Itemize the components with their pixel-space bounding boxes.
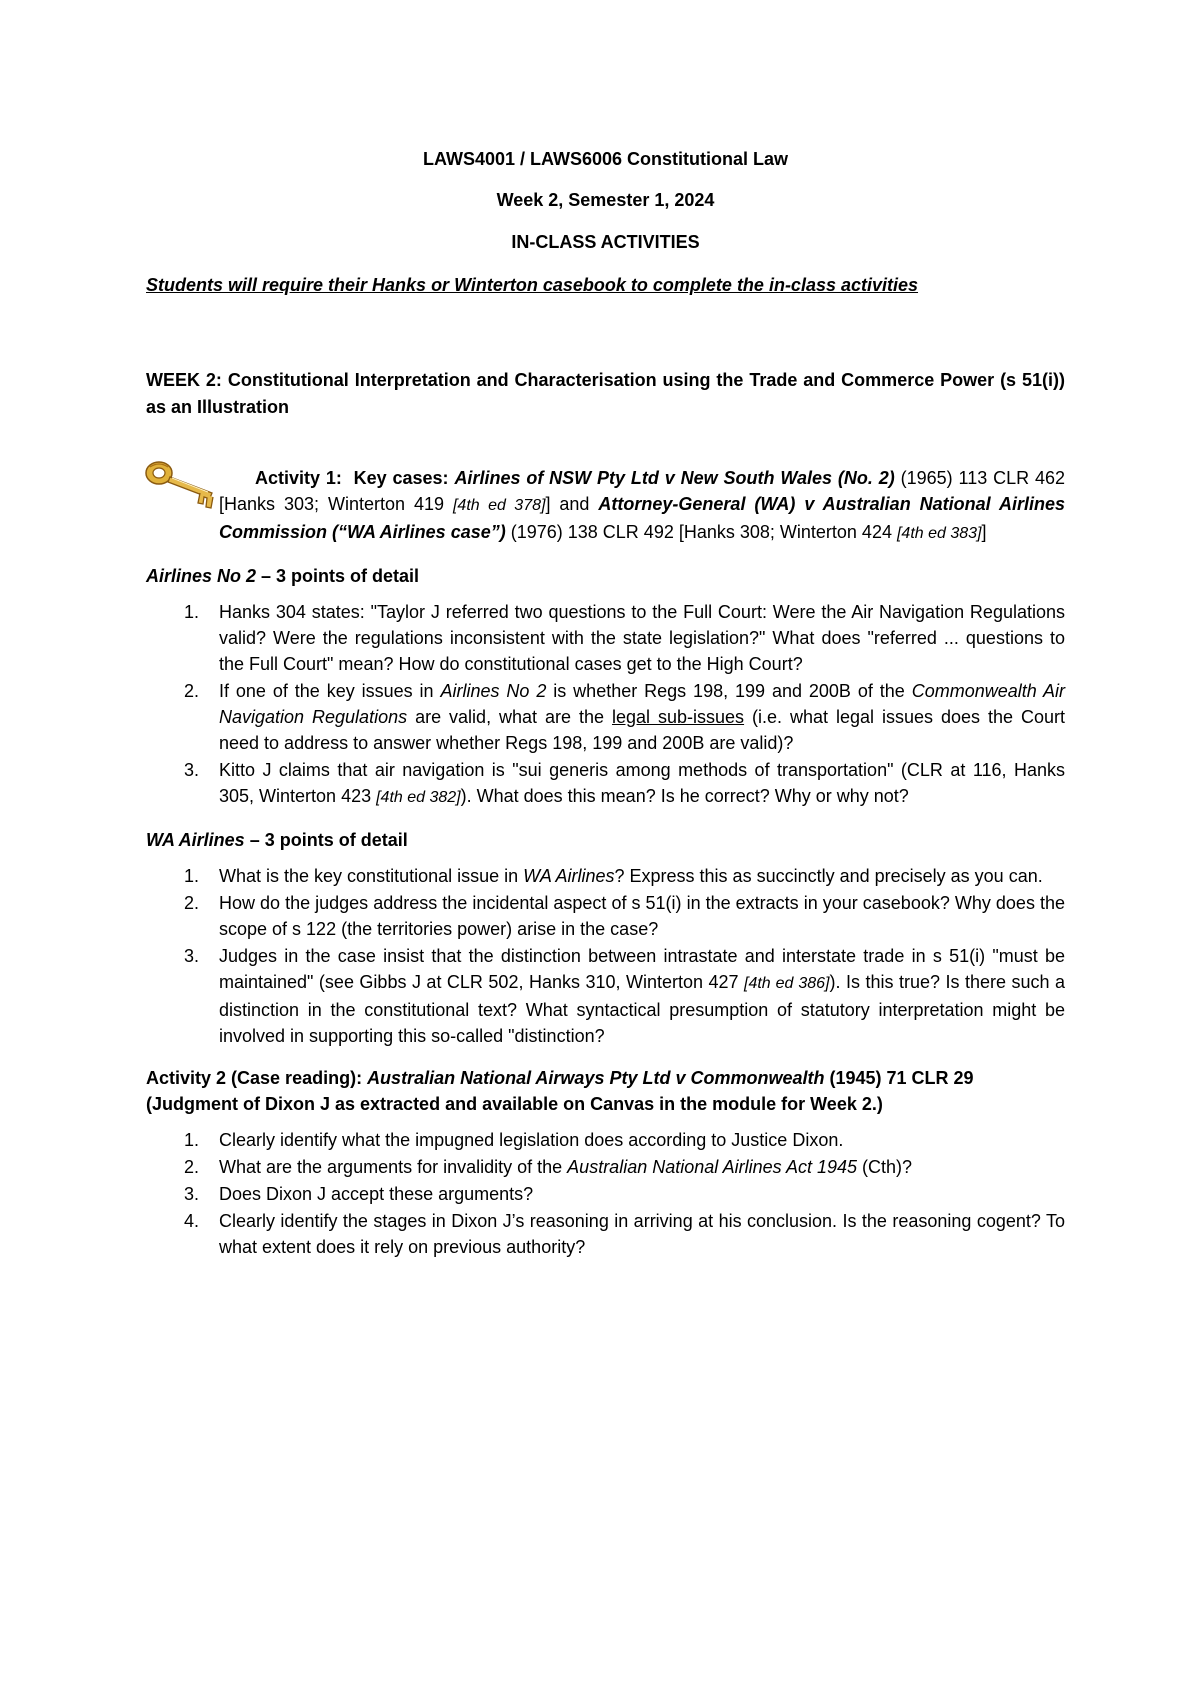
list-item-text: Clearly identify the stages in Dixon J’s reasoning in arriving at his conclusion. Is the reasoning cogent? To what extent does it rely on previous authority? <box>219 1211 1065 1257</box>
list-item-text-italic: Australian National Airlines Act 1945 <box>567 1157 857 1177</box>
activity-2-list <box>146 1127 1065 1260</box>
activity-1-key-cases: Key cases: <box>353 468 449 488</box>
airlines-no-2-heading-italic: Airlines No 2 <box>146 566 257 586</box>
list-item <box>146 1127 1065 1153</box>
wa-airlines-heading-italic: WA Airlines <box>146 830 245 850</box>
list-item-text: Clearly identify what the impugned legislation does according to Justice Dixon. <box>219 1130 844 1150</box>
list-item-number: 3. <box>184 760 200 780</box>
list-item-text: Does Dixon J accept these arguments? <box>219 1184 534 1204</box>
list-item-number: 2. <box>184 893 200 913</box>
week-heading: WEEK 2: Constitutional Interpretation and Characterisation using the Trade and Commerce Power (s 51(i)) as an Illustration <box>146 370 1065 417</box>
list-item-text: ). What does this mean? Is he correct? Why or why not? <box>460 786 909 806</box>
list-item-text-italic: [4th ed 382] <box>376 789 461 806</box>
activity-1 <box>146 465 1065 547</box>
activity-2-label: Activity 2 (Case reading): <box>146 1068 368 1088</box>
list-item-text: Hanks 304 states: "Taylor J referred two questions to the Full Court: Were the Air Navigation Regulations valid? Were the regulations inconsistent with the state legislation?" What does "referred ... questions to the Full Court" mean? How do constitutional cases get to the High Court? <box>219 602 1065 674</box>
case-2-4th-ed: [4th ed 383] <box>896 525 982 542</box>
case-1-citation: (1965) 113 CLR 462 [Hanks 303; Winterton 419 <box>219 468 1065 514</box>
case-2-citation-end: ] <box>981 522 987 542</box>
case-2-citation: (1976) 138 CLR 492 [Hanks 308; Winterton 424 <box>505 522 897 542</box>
list-item <box>146 1181 1065 1207</box>
list-item-text-italic: WA Airlines <box>523 866 615 886</box>
list-item-text: ? Express this as succinctly and precisely as you can. <box>614 866 1043 886</box>
list-item-text: What are the arguments for invalidity of the <box>219 1157 568 1177</box>
list-item-text-underlined: legal sub-issues <box>612 707 745 727</box>
list-item-text-italic: [4th ed 386] <box>744 975 830 992</box>
list-item-text: (Cth)? <box>857 1157 913 1177</box>
list-item-number: 2. <box>184 1157 200 1177</box>
wa-airlines-heading-rest: – 3 points of detail <box>244 830 408 850</box>
list-item-number: 1. <box>184 866 200 886</box>
airlines-no-2-heading-rest: – 3 points of detail <box>256 566 420 586</box>
list-item <box>146 863 1065 889</box>
wa-airlines-heading <box>146 827 1065 853</box>
case-2-name: Attorney-General (WA) v Australian National Airlines Commission (“WA Airlines case”) <box>219 494 1065 542</box>
list-item-number: 4. <box>184 1211 200 1231</box>
activity-2-citation: (1945) 71 CLR 29 (Judgment of Dixon J as extracted and available on Canvas in the module for Week 2.) <box>146 1068 974 1114</box>
list-item-text: What is the key constitutional issue in <box>219 866 524 886</box>
wa-airlines-list <box>146 863 1065 1049</box>
list-item-number: 3. <box>184 1184 200 1204</box>
key-icon <box>142 457 224 515</box>
case-1-citation-end: ] and <box>545 494 599 514</box>
list-item <box>146 599 1065 677</box>
airlines-no-2-heading <box>146 563 1065 589</box>
document-week: Week 2, Semester 1, 2024 <box>496 190 715 210</box>
activity-2-heading <box>146 1065 1065 1117</box>
list-item <box>146 678 1065 756</box>
list-item-text: ). Is this true? Is there such a distinction in the constitutional text? What syntactical presumption of statutory interpretation might be involved in supporting this so-called "distinction? <box>219 972 1065 1046</box>
case-1-4th-ed: [4th ed 378] <box>452 497 546 514</box>
casebook-notice: Students will require their Hanks or Winterton casebook to complete the in-class activities <box>146 275 919 295</box>
list-item-text: (i.e. what legal issues does the Court need to address to answer whether Regs 198, 199 and 200B are valid)? <box>219 707 1065 753</box>
list-item-text: are valid, what are the <box>407 707 613 727</box>
airlines-no-2-list <box>146 599 1065 811</box>
list-item-text: How do the judges address the incidental aspect of s 51(i) in the extracts in your casebook? Why does the scope of s 122 (the territories power) arise in the case? <box>219 893 1065 939</box>
document-title: LAWS4001 / LAWS6006 Constitutional Law <box>422 149 789 169</box>
list-item-text: is whether Regs 198, 199 and 200B of the <box>546 681 912 701</box>
list-item-number: 3. <box>184 946 200 966</box>
list-item-text: Judges in the case insist that the distinction between intrastate and interstate trade in s 51(i) "must be maintained" (see Gibbs J at CLR 502, Hanks 310, Winterton 427 <box>219 946 1065 992</box>
activity-1-label: Activity 1: <box>255 468 342 488</box>
list-item-text-italic: Commonwealth Air Navigation Regulations <box>219 681 1065 727</box>
list-item-number: 1. <box>184 1130 200 1150</box>
list-item-text: If one of the key issues in <box>219 681 441 701</box>
list-item-number: 2. <box>184 681 200 701</box>
list-item-text: Kitto J claims that air navigation is "sui generis among methods of transportation" (CLR at 116, Hanks 305, Winterton 423 <box>219 760 1065 806</box>
document-inclass-heading: IN-CLASS ACTIVITIES <box>511 232 700 252</box>
list-item-number: 1. <box>184 602 200 622</box>
activity-2-case-name: Australian National Airways Pty Ltd v Commonwealth <box>367 1068 825 1088</box>
list-item <box>146 943 1065 1049</box>
list-item-text-italic: Airlines No 2 <box>440 681 547 701</box>
list-item <box>146 757 1065 811</box>
document-page <box>146 140 1065 1261</box>
list-item <box>146 1154 1065 1180</box>
case-1-name: Airlines of NSW Pty Ltd v New South Wales (No. 2) <box>454 468 895 488</box>
list-item <box>146 890 1065 942</box>
list-item <box>146 1208 1065 1260</box>
